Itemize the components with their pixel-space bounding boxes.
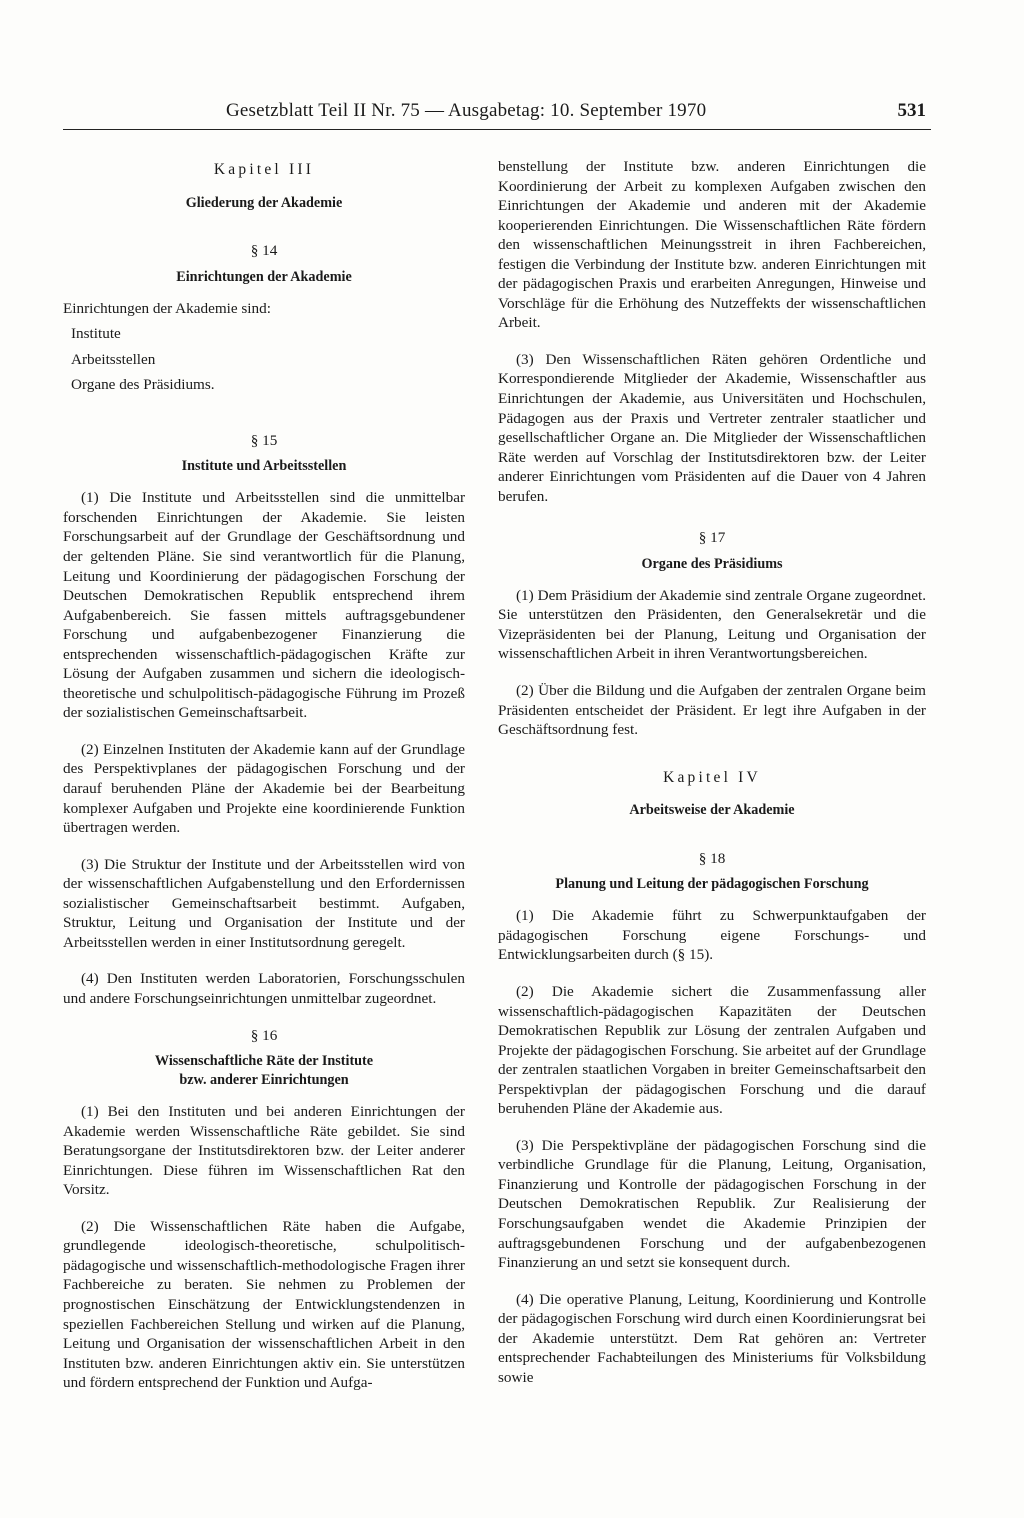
paragraph: benstellung der Institute bzw. anderen Einrichtungen die Koordinierung der Arbeit zu komplexen Aufgaben zwischen den Einrichtungen der Akademie und anderen mit der Akademie kooperierenden Einrichtungen. Die Wissenschaftlichen Räte fördern den wissenschaftlichen Meinungsstreit in ihren Fachbereichen, festigen die Verbindung der Institute bzw. anderen Einrichtungen mit der pädagogischen Praxis und erarbeiten Anregungen, Hinweise und Vorschläge für die Erhöhung des Nutzeffekts der wissenschaftlichen Arbeit. [498,158,926,332]
paragraph: (2) Die Wissenschaftlichen Räte haben die Aufgabe, grundlegende ideologisch-theoretische, schulpolitisch-pädagogische und wissenschaftlich-methodologische Fragen ihrer Fachbereiche zu beraten. Sie nehmen zu Problemen der prognostischen Einschätzung der Entwicklungstendenzen in speziellen Fachbereichen Stellung und wirken auf die Planung, Leitung und Organisation der wissenschaftlichen Arbeit in den Instituten bzw. anderen Einrichtungen aktiv ein. Sie unterstützen und fördern entsprechend der Funktion und Aufga- [63,1217,465,1392]
section-number: § 15 [250,431,278,449]
paragraph: (1) Dem Präsidium der Akademie sind zentrale Organe zugeordnet. Sie unterstützen den Präsidenten, den Generalsekretär und die Vizepräsidenten bei der Planung, Leitung und Organisation der wissenschaftlichen Arbeit in ihren Verantwortungsbereichen. [498,586,926,663]
section-title: Einrichtungen der Akademie [176,268,352,285]
chapter-heading: Kapitel III [213,161,315,178]
list-item: Organe des Präsidiums. [71,376,215,394]
section-number: § 18 [698,849,726,867]
paragraph: (2) Über die Bildung und die Aufgaben der zentralen Organe beim Präsidenten entscheidet der Präsident. Er legt ihre Aufgaben in der Geschäftsordnung fest. [498,682,926,739]
paragraph: (1) Die Akademie führt zu Schwerpunktaufgaben der pädagogischen Forschung eigene Forschungs- und Entwicklungsarbeiten durch (§ 15). [498,907,926,964]
chapter-title: Arbeitsweise der Akademie [629,802,795,819]
paragraph: (4) Die operative Planung, Leitung, Koordinierung und Kontrolle der pädagogischen Forschung wird durch einen Koordinierungsrat bei der Akademie unterstützt. Dem Rat gehören an: Vertreter entsprechender Fachabteilungen des Ministeriums für Volksbildung sowie [498,1290,926,1386]
paragraph: (2) Die Akademie sichert die Zusammenfassung aller wissenschaftlich-pädagogischen Kapazitäten der Deutschen Demokratischen Republik zur Lösung der zentralen Aufgaben und Projekte der pädagogischen Forschung. Sie arbeitet auf der Grundlage der zentralen staatlichen Vorgaben in breiter Gemeinschaftsarbeit den Perspektivplan der pädagogischen Forschung und die darauf beruhenden Pläne der Akademie aus. [498,982,926,1118]
page-header [226,100,926,126]
header-title: Gesetzblatt Teil II Nr. 75 — Ausgabetag: 10. September 1970 [226,100,707,121]
section-title: Organe des Präsidiums [641,555,783,572]
chapter-title: Gliederung der Akademie [185,194,343,211]
section-number: § 14 [250,242,278,260]
page-number: 531 [897,100,926,121]
paragraph: (1) Bei den Instituten und bei anderen Einrichtungen der Akademie werden Wissenschaftliche Räte gebildet. Sie sind Beratungsorgane der Institutsdirektoren bzw. der Leiter anderer Einrichtungen. Diese führen im Wissenschaftlichen Rat den Vorsitz. [63,1103,465,1199]
section-title-line: Wissenschaftliche Räte der Institute [154,1053,374,1070]
right-column [498,157,926,1404]
paragraph: Einrichtungen der Akademie sind: [63,299,271,317]
paragraph: (4) Den Instituten werden Laboratorien, Forschungsschulen und andere Forschungseinrichtungen unmittelbar zugeordnet. [63,970,465,1007]
paragraph: (3) Die Perspektivpläne der pädagogischen Forschung sind die verbindliche Grundlage für die Planung, Leitung, Organisation, Finanzierung und Kontrolle der pädagogischen Forschung in der Deutschen Demokratischen Republik. Zur Realisierung der Forschungsaufgaben wendet die Akademie Prinzipien der auftragsgebundenen Forschung und der aufgabenbezogenen Finanzierung an und setzt sie konsequent durch. [498,1136,926,1272]
section-number: § 17 [698,529,726,547]
paragraph: (3) Den Wissenschaftlichen Räten gehören Ordentliche und Korrespondierende Mitglieder der Akademie, Wissenschaftler aus Einrichtungen der Akademie, aus Universitäten und Hochschulen, Pädagogen aus der Praxis und Vertreter zentraler staatlicher und gesellschaftlicher Organe an. Die Mitglieder der Wissenschaftlichen Räte werden auf Vorschlag der Institutsdirektoren bzw. der Leiter anderer Einrichtungen vom Präsidenten auf die Dauer von 4 Jahren berufen. [498,350,926,505]
left-column [63,160,465,1410]
section-title: Institute und Arbeitsstellen [181,458,347,475]
section-title: Planung und Leitung der pädagogischen Forschung [555,876,869,893]
section-number: § 16 [250,1026,278,1044]
header-rule [63,129,931,130]
list-item: Institute [71,325,121,343]
paragraph: (1) Die Institute und Arbeitsstellen sind die unmittelbar forschenden Einrichtungen der Akademie. Sie leisten Forschungsarbeit auf der Grundlage der Geschäftsordnung und der geltenden Pläne. Sie sind verantwortlich für die Planung, Leitung und Koordinierung der pädagogischen Forschung der Deutschen Demokratischen Republik entsprechend ihrem Aufgabenbereich. Sie fassen mittels auftragsgebundener Forschung und aufgabenbezogener Finanzierung die entsprechenden wissenschaftlich-pädagogischen Kräfte zur Lösung der Aufgaben zusammen und sichern die ideologisch-theoretische und schulpolitisch-pädagogische Führung im Prozeß der sozialistischen Gemeinschaftsarbeit. [63,489,465,722]
paragraph: (3) Die Struktur der Institute und der Arbeitsstellen wird von der wissenschaftlichen Aufgabenstellung und den Erfordernissen sozialistischer Gemeinschaftsarbeit bestimmt. Aufgaben, Struktur, Leitung und Organisation der Institute und der Arbeitsstellen werden in einer Institutsordnung geregelt. [63,855,465,951]
list-item: Arbeitsstellen [71,350,156,368]
section-title [63,1052,465,1090]
section-title-line: bzw. anderer Einrichtungen [179,1072,349,1089]
paragraph: (2) Einzelnen Instituten der Akademie kann auf der Grundlage des Perspektivplanes der pädagogischen Forschung und der darauf beruhenden Pläne der Akademie bei der Bearbeitung komplexer Aufgaben und Projekte eine koordinierende Funktion übertragen werden. [63,740,465,837]
chapter-heading: Kapitel IV [663,768,761,786]
